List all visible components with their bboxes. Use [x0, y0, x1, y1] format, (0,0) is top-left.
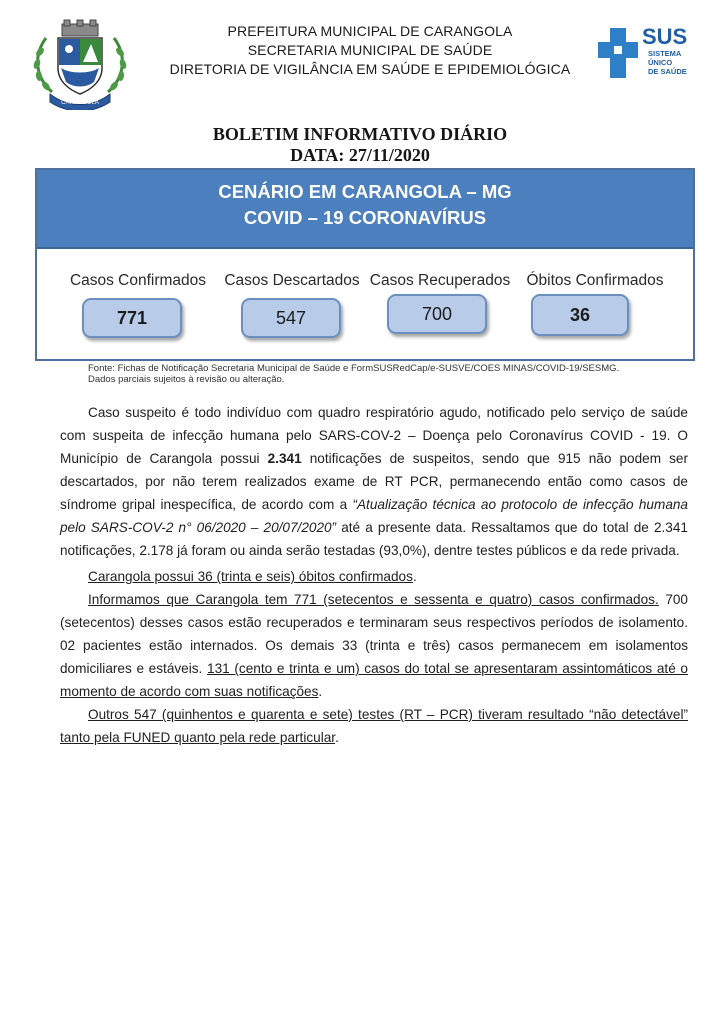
paragraph-confirmed-cases: Informamos que Carangola tem 771 (setecentos e sessenta e quatro) casos confirmados. 700 (setecentos) desses casos estão recuperados e terminaram seus respectivos períodos de isolamento. 02 pacientes estão internados. Os demais 33 (trinta e três) casos permanecem em isolamentos domiciliares e estáveis. 131 (cento e trinta e um) casos do total se apresentaram assintomáticos até o momento de acordo com suas notificações.: [60, 592, 688, 699]
source-note: [88, 363, 688, 385]
svg-text:ÚNICO: ÚNICO: [648, 58, 673, 67]
stat-label-deaths: Óbitos Confirmados: [526, 272, 664, 289]
scenario-title-city: CENÁRIO EM CARANGOLA – MG: [218, 181, 512, 202]
notifications-total: 2.341: [267, 451, 302, 466]
stat-number-discarded: 547: [275, 308, 307, 328]
technical-protocol-quote: “Atualização técnica ao protocolo de infecção humana pelo SARS-COV-2 n° 06/2020 – 20/07/2020”: [60, 497, 688, 535]
stat-value-deaths: [531, 294, 629, 336]
stat-label-confirmed: Casos Confirmados: [69, 272, 207, 289]
stat-value-discarded: [241, 298, 341, 338]
paragraph-discarded-tests: Outros 547 (quinhentos e quarenta e sete) testes (RT – PCR) tiveram resultado “não detectável” tanto pela FUNED quanto pela rede particular.: [60, 707, 688, 745]
stat-value-recovered: [387, 294, 487, 334]
svg-text:SUS: SUS: [642, 24, 688, 49]
stat-label-recovered: Casos Recuperados: [369, 272, 511, 289]
paragraph-suspected-cases: Caso suspeito é todo indivíduo com quadro respiratório agudo, notificado pelo serviço de saúde com suspeita de infecção humana pelo SARS-COV-2 – Doença pelo Coronavírus COVID - 19. O Município de Carangola possui 2.341 notificações de suspeitos, sendo que 915 não podem ser descartados, por não terem realizados exame de RT PCR, permanecendo então como casos de síndrome gripal inespecífica, de acordo com a “Atualização técnica ao protocolo de infecção humana pelo SARS-COV-2 n° 06/2020 – 20/07/2020” até a presente data. Ressaltamos que do total de 2.341 notificações, 2.178 já foram ou ainda serão testadas (93,0%), dentre testes públicos e da rede privada.: [60, 405, 688, 558]
scenario-title-covid: COVID – 19 CORONAVÍRUS: [243, 207, 487, 228]
stat-number-confirmed: 771: [116, 308, 148, 328]
svg-text:SISTEMA: SISTEMA: [648, 49, 682, 58]
sus-logo: [596, 22, 696, 86]
paragraph-deaths: Carangola possui 36 (trinta e seis) óbitos confirmados.: [88, 569, 417, 584]
stat-number-recovered: 700: [421, 304, 453, 324]
bulletin-title: BOLETIM INFORMATIVO DIÁRIO: [212, 124, 508, 144]
scenario-panel: [35, 168, 695, 361]
header-line-secretaria: SECRETARIA MUNICIPAL DE SAÚDE: [247, 42, 493, 58]
source-line: Fonte: Fichas de Notificação Secretaria Municipal de Saúde e FormSUSRedCap/e-SUSVE/COES MINAS/COVID-19/SESMG.: [88, 363, 620, 374]
scenario-header-band: [37, 170, 693, 249]
header-line-diretoria: DIRETORIA DE VIGILÂNCIA EM SAÚDE E EPIDEMIOLÓGICA: [169, 61, 571, 77]
svg-text:CARANGOLA: CARANGOLA: [61, 100, 99, 106]
stat-label-discarded: Casos Descartados: [224, 272, 360, 289]
header-line-prefeitura: PREFEITURA MUNICIPAL DE CARANGOLA: [227, 23, 513, 39]
stat-value-confirmed: [82, 298, 182, 338]
disclaimer-line: Dados parciais sujeitos à revisão ou alteração.: [88, 374, 285, 385]
svg-text:DE SAÚDE: DE SAÚDE: [648, 67, 687, 76]
header-text: [150, 22, 590, 79]
carangola-crest-logo: [28, 18, 132, 110]
bulletin-date: DATA: 27/11/2020: [290, 145, 430, 165]
stat-number-deaths: 36: [569, 305, 591, 325]
